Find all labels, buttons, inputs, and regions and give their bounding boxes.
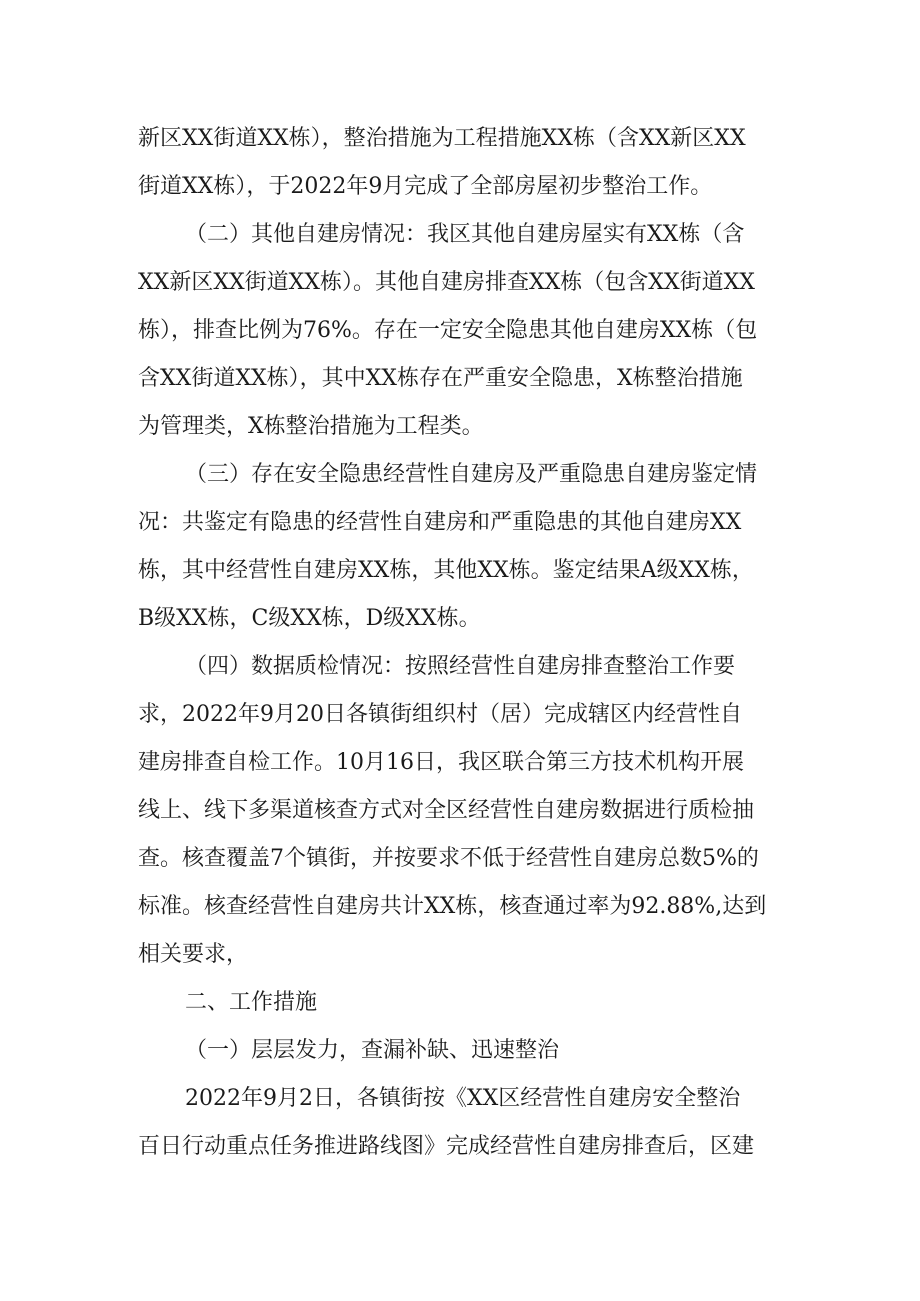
paragraph-line: 含XX街道XX栋），其中XX栋存在严重安全隐患，X栋整治措施: [138, 366, 743, 391]
paragraph-line: B级XX栋，C级XX栋，D级XX栋。: [138, 606, 481, 631]
paragraph-line: 建房排查自检工作。10月16日，我区联合第三方技术机构开展: [138, 750, 744, 775]
paragraph-line: 线上、线下多渠道核查方式对全区经营性自建房数据进行质检抽: [138, 798, 755, 823]
paragraph-line: 况：共鉴定有隐患的经营性自建房和严重隐患的其他自建房XX: [138, 510, 742, 535]
paragraph-line: 街道XX栋），于2022年9月完成了全部房屋初步整治工作。: [138, 174, 713, 199]
paragraph-line: 栋，其中经营性自建房XX栋，其他XX栋。鉴定结果A级XX栋，: [138, 558, 754, 583]
paragraph-line: 新区XX街道XX栋），整治措施为工程措施XX栋（含XX新区XX: [138, 126, 746, 151]
chapter-heading: 二、工作措施: [185, 990, 318, 1015]
section-heading: （一）层层发力，查漏补缺、迅速整治: [185, 1038, 560, 1063]
section-heading-4: （四）数据质检情况：按照经营性自建房排查整治工作要: [185, 654, 736, 679]
paragraph-line: 栋），排查比例为76%。存在一定安全隐患其他自建房XX栋（包: [138, 318, 758, 343]
section-heading-2: （二）其他自建房情况：我区其他自建房屋实有XX栋（含: [185, 222, 745, 247]
paragraph-line: 百日行动重点任务推进路线图》完成经营性自建房排查后，区建: [138, 1134, 755, 1159]
paragraph-line: XX新区XX街道XX栋）。其他自建房排查XX栋（包含XX街道XX: [138, 270, 755, 295]
paragraph-line: 标准。核查经营性自建房共计XX栋，核查通过率为92.88%,达到: [138, 894, 767, 919]
paragraph-line: 求，2022年9月20日各镇街组织村（居）完成辖区内经营性自: [138, 702, 742, 727]
paragraph-line: 2022年9月2日，各镇街按《XX区经营性自建房安全整治: [185, 1086, 741, 1111]
paragraph-line: 为管理类，X栋整治措施为工程类。: [138, 414, 484, 439]
paragraph-line: 相关要求，: [138, 942, 249, 967]
section-heading-3: （三）存在安全隐患经营性自建房及严重隐患自建房鉴定情: [185, 462, 758, 487]
paragraph-line: 查。核查覆盖7个镇街，并按要求不低于经营性自建房总数5%的: [138, 846, 759, 871]
